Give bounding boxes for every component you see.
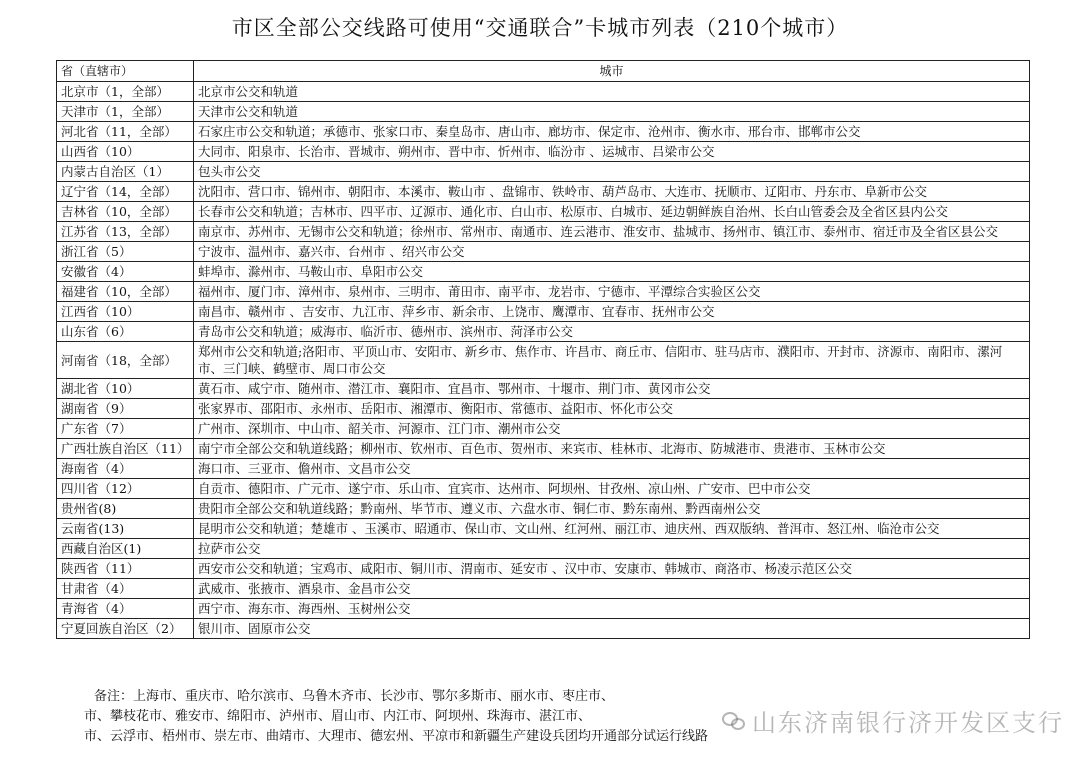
- province-cell: 宁夏回族自治区（2）: [57, 619, 194, 639]
- province-cell: 山东省（6）: [57, 322, 194, 342]
- province-cell: 天津市（1，全部）: [57, 102, 194, 122]
- cities-cell: 天津市公交和轨道: [194, 102, 1030, 122]
- table-row: [57, 459, 1030, 479]
- cities-cell: 贵阳市全部公交和轨道线路；黔南州、毕节市、遵义市、六盘水市、铜仁市、黔东南州、黔西南州公交: [194, 499, 1030, 519]
- table-row: [57, 162, 1030, 182]
- cities-cell: 南宁市全部公交和轨道线路；柳州市、钦州市、百色市、贺州市、来宾市、桂林市、北海市、防城港市、贵港市、玉林市公交: [194, 439, 1030, 459]
- cities-cell: 青岛市公交和轨道；威海市、临沂市、德州市、滨州市、菏泽市公交: [194, 322, 1030, 342]
- province-cell: 浙江省（5）: [57, 242, 194, 262]
- footnote-line: 市、云浮市、梧州市、崇左市、曲靖市、大理市、德宏州、平凉市和新疆生产建设兵团均开通部分试运行线路: [84, 729, 709, 744]
- province-cell: 北京市（1，全部）: [57, 82, 194, 102]
- province-cell: 山西省（10）: [57, 142, 194, 162]
- table-row: [57, 322, 1030, 342]
- table-row: [57, 559, 1030, 579]
- watermark: [722, 703, 1064, 738]
- table-row: [57, 262, 1030, 282]
- table-row: [57, 419, 1030, 439]
- province-cell: 青海省（4）: [57, 599, 194, 619]
- table-row: [57, 242, 1030, 262]
- cities-cell: 南昌市、赣州市 、吉安市、九江市、萍乡市、新余市、上饶市、鹰潭市、宜春市、抚州市公交: [194, 302, 1030, 322]
- table-row: [57, 619, 1030, 639]
- cities-cell: 包头市公交: [194, 162, 1030, 182]
- cities-cell: 自贡市、德阳市、广元市、遂宁市、乐山市、宜宾市、达州市、阿坝州、甘孜州、凉山州、广安市、巴中市公交: [194, 479, 1030, 499]
- cities-cell: 拉萨市公交: [194, 539, 1030, 559]
- table-row: [57, 82, 1030, 102]
- province-cell: 河南省（18，全部）: [57, 342, 194, 379]
- table-row: [57, 182, 1030, 202]
- table-row: [57, 142, 1030, 162]
- province-cell: 安徽省（4）: [57, 262, 194, 282]
- wechat-icon: [722, 712, 744, 730]
- table-row: [57, 122, 1030, 142]
- cities-cell: 蚌埠市、滁州市、马鞍山市、阜阳市公交: [194, 262, 1030, 282]
- footnote-line: 市、攀枝花市、雅安市、绵阳市、泸州市、眉山市、内江市、阿坝州、珠海市、湛江市、: [84, 709, 592, 724]
- table-body: [57, 82, 1030, 639]
- cities-cell: 宁波市、温州市、嘉兴市、台州市 、绍兴市公交: [194, 242, 1030, 262]
- cities-cell: 张家界市、邵阳市、永州市、岳阳市、湘潭市、衡阳市、常德市、益阳市、怀化市公交: [194, 399, 1030, 419]
- province-cell: 甘肃省（4）: [57, 579, 194, 599]
- table-row: [57, 539, 1030, 559]
- cities-cell: 福州市、厦门市、漳州市、泉州市、三明市、莆田市、南平市、龙岩市、宁德市、平潭综合实验区公交: [194, 282, 1030, 302]
- page-title: 市区全部公交线路可使用“交通联合”卡城市列表（210个城市）: [231, 16, 849, 40]
- cities-cell: 北京市公交和轨道: [194, 82, 1030, 102]
- cities-cell: 海口市、三亚市、儋州市、文昌市公交: [194, 459, 1030, 479]
- footnote-line: 备注：上海市、重庆市、哈尔滨市、乌鲁木齐市、长沙市、鄂尔多斯市、丽水市、枣庄市、: [94, 689, 615, 704]
- cities-cell: 长春市公交和轨道；吉林市、四平市、辽源市、通化市、白山市、松原市、白城市、延边朝鲜族自治州、长白山管委会及全省区县内公交: [194, 202, 1030, 222]
- province-cell: 陕西省（11）: [57, 559, 194, 579]
- province-cell: 海南省（4）: [57, 459, 194, 479]
- cities-cell: 黄石市、咸宁市、随州市、潜江市、襄阳市、宜昌市、鄂州市、十堰市、荆门市、黄冈市公交: [194, 379, 1030, 399]
- watermark-text: 山东济南银行济开发区支行: [752, 709, 1064, 737]
- cities-cell: 昆明市公交和轨道；楚雄市 、玉溪市、昭通市、保山市、文山州、红河州、丽江市、迪庆州、西双版纳、普洱市、怒江州、临沧市公交: [194, 519, 1030, 539]
- table-row: [57, 479, 1030, 499]
- province-cell: 广西壮族自治区（11）: [57, 439, 194, 459]
- table-row: [57, 499, 1030, 519]
- cities-cell: 武威市、张掖市、酒泉市、金昌市公交: [194, 579, 1030, 599]
- table-row: [57, 222, 1030, 242]
- table-row: [57, 379, 1030, 399]
- table-row: [57, 599, 1030, 619]
- province-cell: 江西省（10）: [57, 302, 194, 322]
- table-row: [57, 102, 1030, 122]
- header-province: 省（直辖市）: [57, 61, 194, 82]
- province-cell: 四川省（12）: [57, 479, 194, 499]
- cities-cell: 南京市、苏州市、无锡市公交和轨道；徐州市、常州市、南通市、连云港市、淮安市、盐城市、扬州市、镇江市、泰州市、宿迁市及全省区县公交: [194, 222, 1030, 242]
- cities-cell: 石家庄市公交和轨道；承德市、张家口市、秦皇岛市、唐山市、廊坊市、保定市、沧州市、衡水市、邢台市、邯郸市公交: [194, 122, 1030, 142]
- cities-cell: 郑州市公交和轨道;洛阳市、平顶山市、安阳市、新乡市、焦作市、许昌市、商丘市、信阳市、驻马店市、濮阳市、开封市、济源市、南阳市、漯河市、三门峡、鹤壁市、周口市公交: [194, 342, 1030, 379]
- table-row: [57, 439, 1030, 459]
- cities-cell: 广州市、深圳市、中山市、韶关市、河源市、江门市、潮州市公交: [194, 419, 1030, 439]
- province-cell: 江苏省（13，全部）: [57, 222, 194, 242]
- province-cell: 河北省（11，全部）: [57, 122, 194, 142]
- cities-cell: 西安市公交和轨道；宝鸡市、咸阳市、铜川市、渭南市、延安市 、汉中市、安康市、韩城市、商洛市、杨凌示范区公交: [194, 559, 1030, 579]
- city-table: [56, 60, 1030, 639]
- cities-cell: 银川市、固原市公交: [194, 619, 1030, 639]
- province-cell: 西藏自治区(1): [57, 539, 194, 559]
- province-cell: 辽宁省（14，全部）: [57, 182, 194, 202]
- province-cell: 湖南省（9）: [57, 399, 194, 419]
- province-cell: 吉林省（10，全部）: [57, 202, 194, 222]
- province-cell: 福建省（10，全部）: [57, 282, 194, 302]
- cities-cell: 大同市、阳泉市、长治市、晋城市、朔州市、晋中市、忻州市、临汾市 、运城市、吕梁市公交: [194, 142, 1030, 162]
- province-cell: 云南省(13): [57, 519, 194, 539]
- table-header-row: [57, 61, 1030, 82]
- province-cell: 内蒙古自治区（1）: [57, 162, 194, 182]
- table-row: [57, 282, 1030, 302]
- province-cell: 广东省（7）: [57, 419, 194, 439]
- table-row: [57, 302, 1030, 322]
- province-cell: 贵州省(8): [57, 499, 194, 519]
- header-city: 城市: [194, 61, 1030, 82]
- table-row: [57, 519, 1030, 539]
- cities-cell: 西宁市、海东市、海西州、玉树州公交: [194, 599, 1030, 619]
- cities-cell: 沈阳市、营口市、锦州市、朝阳市、本溪市、鞍山市 、盘锦市、铁岭市、葫芦岛市、大连市、抚顺市、辽阳市、丹东市、阜新市公交: [194, 182, 1030, 202]
- table-row: [57, 342, 1030, 379]
- table-row: [57, 399, 1030, 419]
- table-row: [57, 579, 1030, 599]
- table-row: [57, 202, 1030, 222]
- province-cell: 湖北省（10）: [57, 379, 194, 399]
